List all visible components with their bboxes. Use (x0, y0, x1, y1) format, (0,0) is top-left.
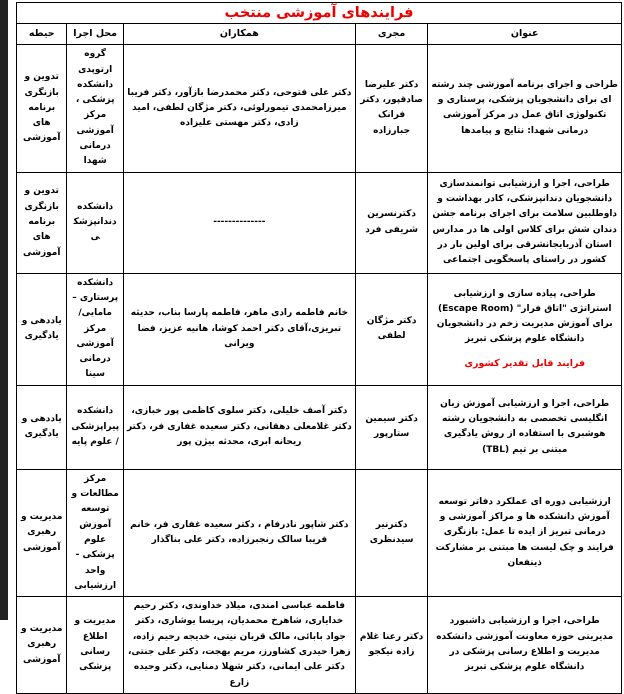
page-title: فرایندهای آموزشی منتخب (17, 3, 622, 24)
cell-location: دانشکده پیراپزشکی / علوم پایه (67, 385, 123, 469)
document-page (8, 0, 624, 688)
cell-process-title (428, 273, 622, 385)
cell-collaborators: فاطمه عباسی امندی، میلاد خداوندی، دکتر رحیم خدایاری، شاهرخ محمدیان، پریسا یوشاری، دکتر جواد بابائی، مالک قربان نیتی، خدیجه رحیم زاده، زهرا حیدری کشاورز، مریم بهجت، دکتر علی جنتی، دکتر علی ایمانی، دکتر شهلا دمنایی، دکتر وحیده زارع (123, 597, 355, 694)
viewer-left-edge (0, 0, 8, 620)
cell-domain: تدوین و بازنگری برنامه های آموزشی (17, 45, 67, 172)
table-header-row (17, 24, 622, 45)
table-row (17, 45, 622, 172)
cell-executor: دکتر سیمین ستارپور (355, 385, 428, 469)
cell-domain: مدیریت و رهبری آموزشی (17, 469, 67, 596)
cell-collaborators: دکتر آصف خلیلی، دکتر سلوی کاظمی پور خبازی، دکتر غلامعلی دهقانی، دکتر سعیده غفاری فر، دکتر ریحانه ابری، محدثه بیژن پور (123, 385, 355, 469)
processes-table (16, 2, 622, 694)
cell-domain: یاددهی و یادگیری (17, 385, 67, 469)
cell-executor: دکترنسرین شریفی فرد (355, 172, 428, 273)
table-title-row (17, 3, 622, 24)
cell-executor: دکتر علیرضا صادقپور، دکتر فرانک جبارزاده (355, 45, 428, 172)
header-collaborators: همکاران (123, 24, 355, 45)
cell-executor: دکترنیر سیدنظری (355, 469, 428, 596)
cell-collaborators: دکتر علی فتوحی، دکتر محمدرضا بازآور، دکتر فریبا میرزامحمدی تیمورلوئی، دکتر مژگان لطفی، امید زادی، دکتر مهستی علیزاده (123, 45, 355, 172)
table-row (17, 385, 622, 469)
cell-collaborators: دکتر شاپور نادرفام ، دکتر سعیده غفاری فر، خانم فریبا سالک رنجبرزاده، دکتر علی بناگذار (123, 469, 355, 596)
cell-process-title: ارزشیابی دوره ای عملکرد دفاتر توسعه آموزش دانشکده ها و مراکز آموزشی و درمانی تبریز از ایده تا عمل: بازنگری فرایند و چک لیست ها مبتنی بر مشارکت ذینفعان (428, 469, 622, 596)
cell-process-title: طراحی و اجرای برنامه آموزشی چند رشته ای برای دانشجویان پزشکی، پرستاری و تکنولوژی اتاق عمل در مرکز آموزشی درمانی شهدا: نتایج و پیامدها (428, 45, 622, 172)
header-title: عنوان (428, 24, 622, 45)
cell-location: مرکز مطالعات و توسعه آموزش علوم پزشکی - واحد ارزشیابی (67, 469, 123, 596)
cell-domain: یاددهی و یادگیری (17, 273, 67, 385)
cell-process-title: طراحی، اجرا و ارزشیابی آموزش زبان انگلیسی تخصصی به دانشجویان رشته هوشبری با استفاده از روش یادگیری مبتنی بر تیم (TBL) (428, 385, 622, 469)
cell-location: دانشکده پرستاری – مامایی/ مرکز آموزشی درمانی سینا (67, 273, 123, 385)
cell-location: دانشکده دندانپزشکی (67, 172, 123, 273)
header-domain: حیطه (17, 24, 67, 45)
cell-process-title: طراحی، اجرا و ارزشیابی داشبورد مدیریتی حوزه معاونت آموزشی دانشکده مدیریت و اطلاع رسانی پزشکی در دانشگاه علوم پزشکی تبریز (428, 597, 622, 694)
cell-collaborators: خانم فاطمه رادی ماهر، فاطمه پارسا بناب، حدیثه تبریزی،آقای دکتر احمد کوشا، هانیه عزیز، فضا ویرانی (123, 273, 355, 385)
table-row (17, 172, 622, 273)
header-location: محل اجرا (67, 24, 123, 45)
cell-domain: تدوین و بازنگری برنامه های آموزشی (17, 172, 67, 273)
table-row (17, 597, 622, 694)
commendation-note: فرایند قابل تقدیر کشوری (464, 357, 586, 369)
header-executor: مجری (355, 24, 428, 45)
cell-collaborators: -------------- (123, 172, 355, 273)
cell-location: گروه ارتوپدی دانشکده پزشکی ، مرکز آموزشی درمانی شهدا (67, 45, 123, 172)
cell-process-title: طراحی، اجرا و ارزشیابی توانمندسازی دانشجویان دندانپزشکی، کادر بهداشت و داوطلبین سلامت برای اجرای برنامه جشن دندان شش برای کلاس اولی ها در مدارس استان آذربایجانشرقی برای اولین بار در کشور در راستای پاسخگویی اجتماعی (428, 172, 622, 273)
cell-executor: دکتر رعنا غلام زاده نیکجو (355, 597, 428, 694)
table-row (17, 273, 622, 385)
cell-location: مدیریت و اطلاع رسانی پزشکی (67, 597, 123, 694)
table-row (17, 469, 622, 596)
process-title-text: طراحی، پیاده سازی و ارزشیابی استراتژی "اتاق فرار" (Escape Room) برای آموزش مدیریت زخم در دانشجویان دانشگاه علوم پزشکی تبریز (436, 288, 613, 345)
cell-domain: مدیریت و رهبری آموزشی (17, 597, 67, 694)
cell-executor: دکتر مژگان لطفی (355, 273, 428, 385)
